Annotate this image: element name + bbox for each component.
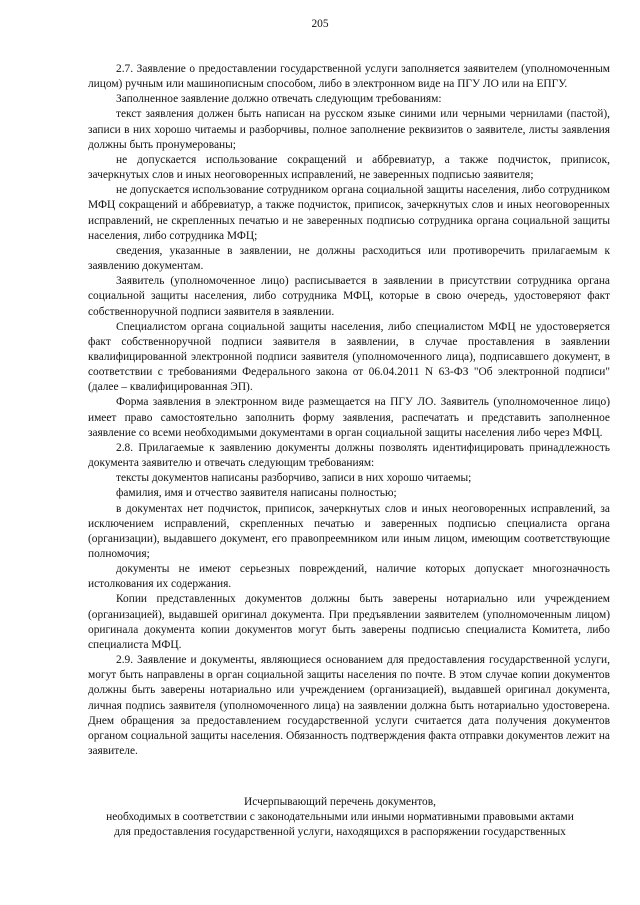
- paragraph-requirement-text: текст заявления должен быть написан на русском языке синими или черными чернилами (пастой), записи в них хорошо читаемы и разборчивы, полное заполнение реквизитов о заявителе, листы заявления должны быть пронумерованы;: [88, 108, 610, 151]
- paragraph-requirement-consistency: сведения, указанные в заявлении, не должны расходиться или противоречить прилагаемым к заявлению документам.: [88, 244, 610, 273]
- paragraph-signature: Заявитель (уполномоченное лицо) расписывается в заявлении в присутствии сотрудника органа социальной защиты населения, либо сотрудника МФЦ, которые в свою очередь, удостоверяют факт собственноручной подписи заявителя в заявлении.: [88, 275, 610, 318]
- section-heading-line-1: Исчерпывающий перечень документов,: [244, 796, 436, 808]
- section-heading: [60, 795, 620, 840]
- paragraph-electronic-form: Форма заявления в электронном виде размещается на ПГУ ЛО. Заявитель (уполномоченное лицо) имеет право самостоятельно заполнить форму заявления, распечатать и представить заполненное заявление со всеми необходимыми документами в орган социальной защиты населения либо через МФЦ.: [88, 396, 610, 439]
- section-heading-line-3: для предоставления государственной услуги, находящихся в распоряжении государственных: [114, 826, 566, 839]
- paragraph-docs-no-corrections: в документах нет подчисток, приписок, зачеркнутых слов и иных неоговоренных исправлений, за исключением исправлений, скрепленных печатью и заверенных подписью специалиста органа (организации), выдавшего документ, его правопреемником или иным лицом, имеющим соответствующие полномочия;: [88, 502, 610, 560]
- paragraph-docs-legible: тексты документов написаны разборчиво, записи в них хорошо читаемы;: [116, 472, 472, 485]
- paragraph-docs-fullname: фамилия, имя и отчество заявителя написаны полностью;: [116, 487, 397, 500]
- paragraph-copies: Копии представленных документов должны быть заверены нотариально или учреждением (организацией), выдавшей оригинал документа. При предъявлении заявителем (уполномоченным лицом) оригинала документа копии документов могут быть заверены подписью специалиста Комитета, либо специалиста МФЦ.: [88, 593, 610, 651]
- page-number: 205: [311, 18, 329, 30]
- paragraph-2-9: 2.9. Заявление и документы, являющиеся основанием для предоставления государственной услуги, могут быть направлены в орган социальной защиты населения по почте. В этом случае копии документов должны быть заверены нотариально или учреждением (организацией), выдавшей оригинал документа, личная подпись заявителя (уполномоченного лица) на заявлении должна быть нотариально удостоверена. Днем обращения за предоставлением государственной услуги считается дата получения документов органом социальной защиты населения. Обязанность подтверждения факта отправки документов лежит на заявителе.: [88, 654, 610, 758]
- paragraph-requirement-staff: не допускается использование сотрудником органа социальной защиты населения, либо сотрудником МФЦ сокращений и аббревиатур, а также подчисток, приписок, зачеркнутых слов и иных неоговоренных исправлений, не скрепленных печатью и не заверенных подписью сотрудника органа социальной защиты населения, либо сотрудника МФЦ;: [88, 184, 610, 242]
- paragraph-requirements-intro: Заполненное заявление должно отвечать следующим требованиям:: [116, 93, 442, 106]
- paragraph-2-8: 2.8. Прилагаемые к заявлению документы должны позволять идентифицировать принадлежность документа заявителю и отвечать следующим требованиям:: [88, 441, 610, 470]
- section-heading-line-2: необходимых в соответствии с законодательными или иными нормативными правовыми актами: [106, 811, 574, 824]
- paragraph-requirement-no-abbrev: не допускается использование сокращений и аббревиатур, а также подчисток, приписок, зачеркнутых слов и иных неоговоренных исправлений, не заверенных подписью заявителя;: [88, 153, 610, 182]
- paragraph-electronic-signature: Специалистом органа социальной защиты населения, либо специалистом МФЦ не удостоверяется факт собственноручной подписи заявителя в заявлении, в случае проставления в заявлении квалифицированной электронной подписи заявителя (уполномоченного лица), подписавшего документ, в соответствии с требованиями Федерального закона от 06.04.2011 N 63-ФЗ "Об электронной подписи" (далее – квалифицированная ЭП).: [88, 320, 610, 394]
- paragraph-2-7: 2.7. Заявление о предоставлении государственной услуги заполняется заявителем (уполномоченным лицом) ручным или машинописным способом, либо в электронном виде на ПГУ ЛО или на ЕПГУ.: [88, 63, 610, 91]
- document-body: [88, 62, 610, 759]
- paragraph-docs-no-damage: документы не имеют серьезных повреждений, наличие которых допускает многозначность истолкования их содержания.: [88, 563, 610, 591]
